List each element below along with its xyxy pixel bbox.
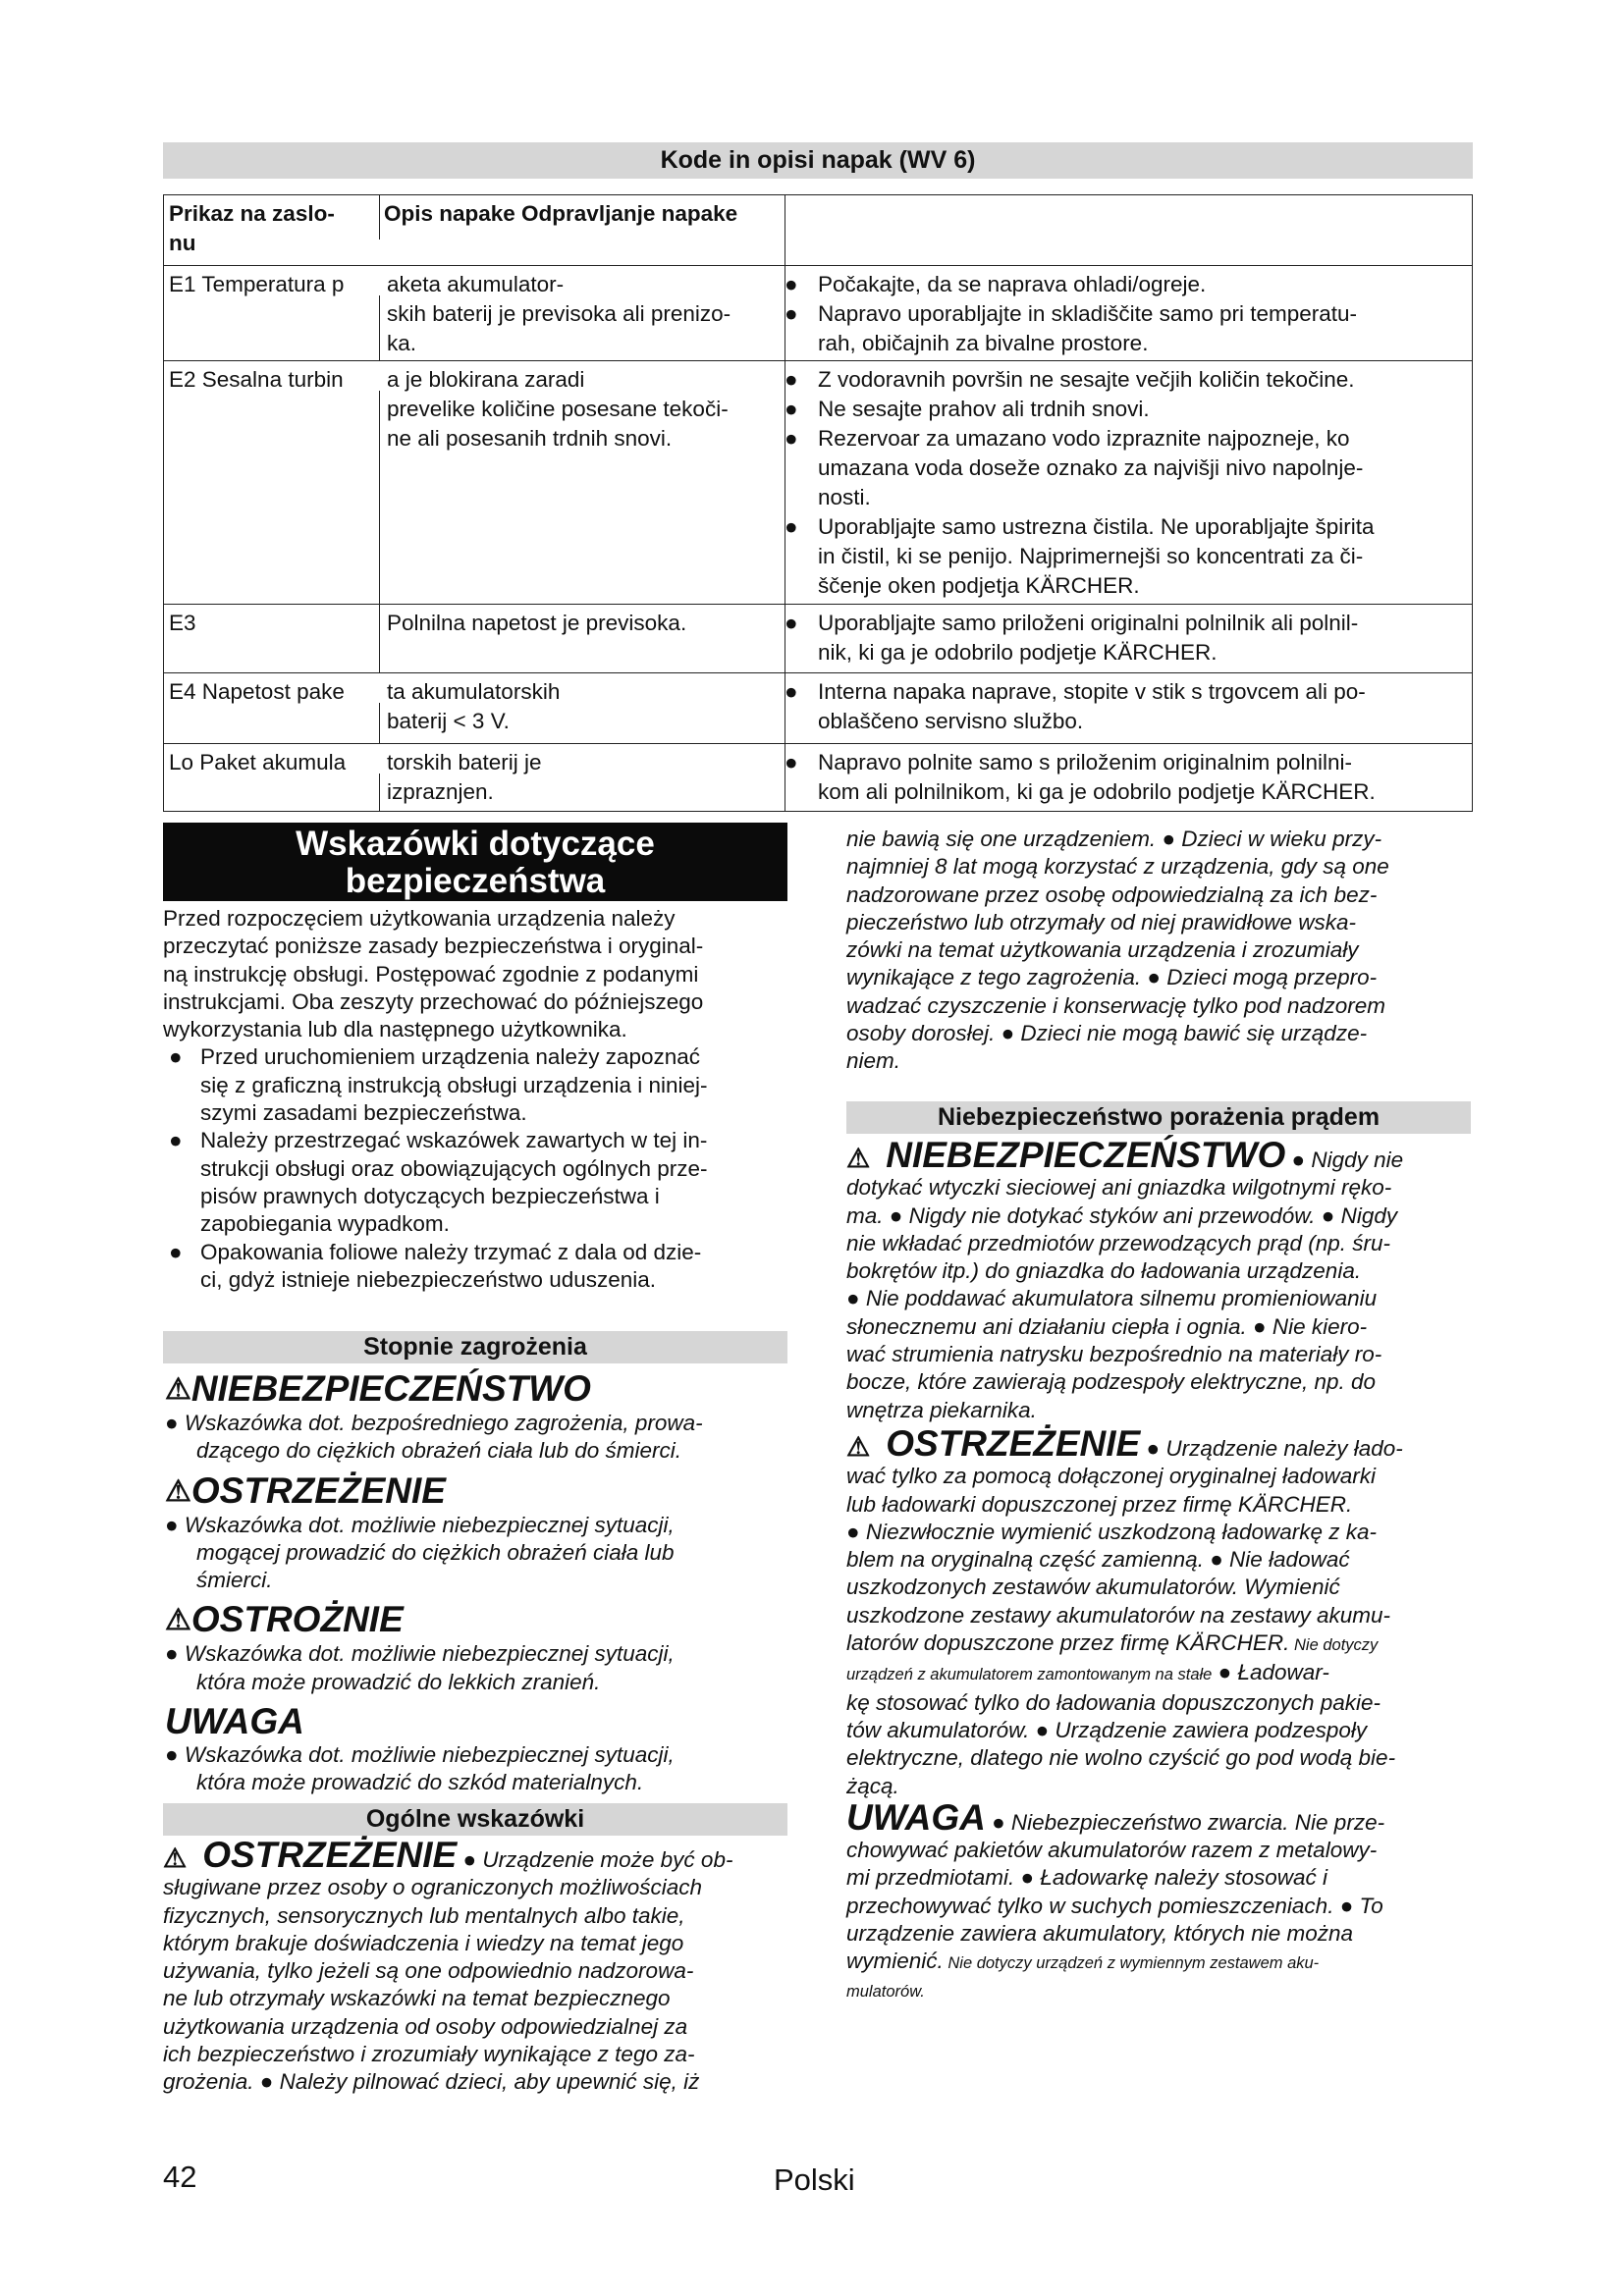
error-code: E2 Sesalna turbin [169,367,344,392]
warning-signal: ⚠ OSTRZEŻENIE [846,1422,1141,1464]
level-notice: UWAGA [165,1701,304,1742]
error-desc: a je blokirana zaradi prevelike količine posesane tekoči- ne ali posesanih trdnih snovi. [387,367,729,451]
warning-triangle-icon: ⚠ [163,1843,188,1873]
table-row [164,361,1472,605]
error-code: E4 Napetost pake [169,679,345,704]
safety-heading: Wskazówki dotyczące bezpieczeństwa [163,823,787,901]
table-row [164,266,1472,361]
level-warning: ⚠OSTRZEŻENIE [165,1469,446,1511]
footer-language: Polski [774,2163,855,2197]
header-col1-cont: nu [169,231,196,255]
table-title: Kode in opisi napak (WV 6) [163,142,1473,179]
electric-shock-notes: ⚠ NIEBEZPIECZEŃSTWO ● Nigdy nie dotykać wtyczki sieciowej ani gniazdka wilgotnymi ręko- ma. ● Nigdy nie dotykać styków ani przewodów. ● Nigdy nie wkładać przedmiotów przewodzących prąd (np. śru- bokrętów itp.) do gniazdka do ładowania urządzenia. ● Nie poddawać akumulatora silnemu promieniowaniu słonecznemu ani działaniu ciepła i ognia. ● Nie kiero- wać strumienia natrysku bezpośrednio na materiały ro- bocze, które zawierają podzespoły elektryczne, np. do wnętrza piekarnika. ⚠ OSTRZEŻENIE ● Urządzenie należy łado- wać tylko za pomocą dołączonej oryginalnej ładowarki lub ładowarki dopuszczonej przez firmę KÄRCHER. ● Niezwłocznie wymienić uszkodzoną ładowarkę z ka- blem na oryginalną część zamienną. ● Nie ładować uszkodzonych zestawów akumulatorów. Wymienić uszkodzone zestawy akumulatorów na zestawy akumu- latorów dopuszczone przez firmę KÄRCHER. Nie dotyczy urządzeń z akumulatorem zamontowanym na stałe ● Ładowar- kę stosować tylko do ładowania dopuszczonych pakie- tów akumulatorów. ● Urządzenie zawiera podzespoły elektryczne, dlatego nie wolno czyścić go pod wodą bie- żącą. UWAGA ● Niebezpieczeństwo zwarcia. Nie prze- chowywać pakietów akumulatorów razem z metalowy- mi przedmiotami. ● Ładowarkę należy stosować i przechowywać tylko w suchych pomieszczeniach. ● To urządzenie zawiera akumulatory, których nie można wymienić. Nie dotyczy urządzeń z wymiennym zestawem aku- mulatorów. [846,1135,1404,2001]
error-fix: ● Počakajte, da se naprava ohladi/ogreje. ● Napravo uporabljajte in skladiščite samo pri temperatu- rah, običajnih za bivalne prostore. [785,272,1358,355]
error-fix: ● Napravo polnite samo s priloženim originalnim polnilni- kom ali polnilnikom, ki ga je odobrilo podjetje KÄRCHER. [785,750,1376,804]
safety-intro: Przed rozpoczęciem użytkowania urządzenia należy przeczytać poniższe zasady bezpieczeństwa i oryginal- ną instrukcję obsługi. Postępować zgodnie z podanymi instrukcjami. Oba zeszyty przechować do późniejszego wykorzystania lub dla następnego użytkownika. ● Przed uruchomieniem urządzenia należy zapoznać się z graficzną instrukcją obsługi urządzenia i niniej- szymi zasadami bezpieczeństwa. ● Należy przestrzegać wskazówek zawartych w tej in- strukcji obsługi oraz obowiązujących ogólnych prze- pisów prawnych dotyczących bezpieczeństwa i zapobiegania wypadkom. ● Opakowania foliowe należy trzymać z dala od dzie- ci, gdyż istnieje niebezpieczeństwo uduszenia. [163,905,791,1294]
level-caution: ⚠OSTROŻNIE [165,1599,404,1640]
error-fix: ● Interna napaka naprave, stopite v stik s trgovcem ali po- oblaščeno servisno službo. [785,679,1366,733]
error-codes-table [163,194,1473,812]
warning-triangle-icon: ⚠ [165,1373,191,1406]
list-item: ● Przed uruchomieniem urządzenia należy zapoznać się z graficzną instrukcją obsługi urządzenia i niniej- szymi zasadami bezpieczeństwa. [169,1044,708,1126]
general-notes: ⚠ OSTRZEŻENIE ● Urządzenie może być ob- sługiwane przez osoby o ograniczonych możliwościach fizycznych, sensorycznych lub mentalnych albo takie, którym brakuje doświadczenia i wiedzy na temat jego używania, tylko jeżeli są one odpowiednio nadzorowa- ne lub otrzymały wskazówki na temat bezpiecznego użytkowania urządzenia od osoby odpowiedzialnej za ich bezpieczeństwo i zrozumiały wynikające z tego za- grożenia. ● Należy pilnować dzieci, aby upewnić się, iż [163,1835,733,2095]
electric-shock-title: Niebezpieczeństwo porażenia prądem [846,1101,1471,1134]
error-fix: ● Z vodoravnih površin ne sesajte večjih količin tekočine. ● Ne sesajte prahov ali trdnih snovi. ● Rezervoar za umazano vodo izpraznite najpozneje, ko umazana voda doseže oznako za najvišji nivo napolnje- nosti. ● Uporabljajte samo ustrezna čistila. Ne uporabljajte špirita in čistil, ki se penijo. Najprimernejši so koncentrati za či- ščenje oken podjetja KÄRCHER. [785,367,1375,598]
warning-triangle-icon: ⚠ [846,1431,871,1462]
page-number: 42 [163,2160,197,2194]
hazard-levels: ⚠NIEBEZPIECZEŃSTWO ● Wskazówka dot. bezpośredniego zagrożenia, prowa- dzącego do ciężkich obrażeń ciała lub do śmierci. ⚠OSTRZEŻENIE ● Wskazówka dot. możliwie niebezpiecznej sytuacji, mogącej prowadzić do ciężkich obrażeń ciała lub śmierci. ⚠OSTROŻNIE ● Wskazówka dot. możliwie niebezpiecznej sytuacji, która może prowadzić do lekkich zranień. UWAGA ● Wskazówka dot. możliwie niebezpiecznej sytuacji, która może prowadzić do szkód materialnych. [165,1369,793,1797]
warning-signal: ⚠ OSTRZEŻENIE [163,1835,458,1875]
table-row [164,673,1472,744]
table-row [164,744,1472,811]
error-code: E1 Temperatura p [169,272,345,296]
danger-signal: ⚠ NIEBEZPIECZEŃSTWO [846,1135,1286,1175]
error-desc: ta akumulatorskih baterij < 3 V. [387,679,561,733]
warning-triangle-icon: ⚠ [165,1474,191,1508]
table-row [164,605,1472,673]
error-code: E3 [169,611,196,635]
error-desc: Polnilna napetost je previsoka. [387,611,687,635]
notice-signal: UWAGA [846,1796,986,1838]
error-code: Lo Paket akumula [169,750,347,774]
header-col1: Prikaz na zaslo- [169,201,335,226]
hazard-levels-title: Stopnie zagrożenia [163,1331,787,1363]
children-notes-cont: nie bawią się one urządzeniem. ● Dzieci w wieku przy- najmniej 8 lat mogą korzystać z urządzenia, gdy są one nadzorowane przez osobę odpowiedzialną za ich bez- pieczeństwo lub otrzymały od niej prawidłowe wska- zówki na temat użytkowania urządzenia i zrozumiały wynikające z tego zagrożenia. ● Dzieci mogą przepro- wadzać czyszczenie i konserwację tylko pod nadzorem osoby dorosłej. ● Dzieci nie mogą bawić się urządze- niem. [846,827,1389,1074]
warning-triangle-icon: ⚠ [165,1604,191,1637]
warning-triangle-icon: ⚠ [846,1144,871,1173]
level-danger: ⚠NIEBEZPIECZEŃSTWO [165,1368,591,1409]
table-header-row [164,195,1472,266]
error-desc: torskih baterij je izpraznjen. [387,750,542,804]
list-item: ● Należy przestrzegać wskazówek zawartych w tej in- strukcji obsługi oraz obowiązujących ogólnych prze- pisów prawnych dotyczących bezpieczeństwa i zapobiegania wypadkom. [169,1128,708,1237]
error-fix: ● Uporabljajte samo priloženi originalni polnilnik ali polnil- nik, ki ga je odobrilo podjetje KÄRCHER. [785,611,1359,665]
header-col2: Opis napake Odpravljanje napake [384,201,738,226]
general-notes-title: Ogólne wskazówki [163,1803,787,1836]
error-desc: aketa akumulator- skih baterij je previsoka ali prenizo- ka. [387,272,731,355]
list-item: ● Opakowania foliowe należy trzymać z dala od dzie- ci, gdyż istnieje niebezpieczeństwo uduszenia. [169,1239,702,1292]
